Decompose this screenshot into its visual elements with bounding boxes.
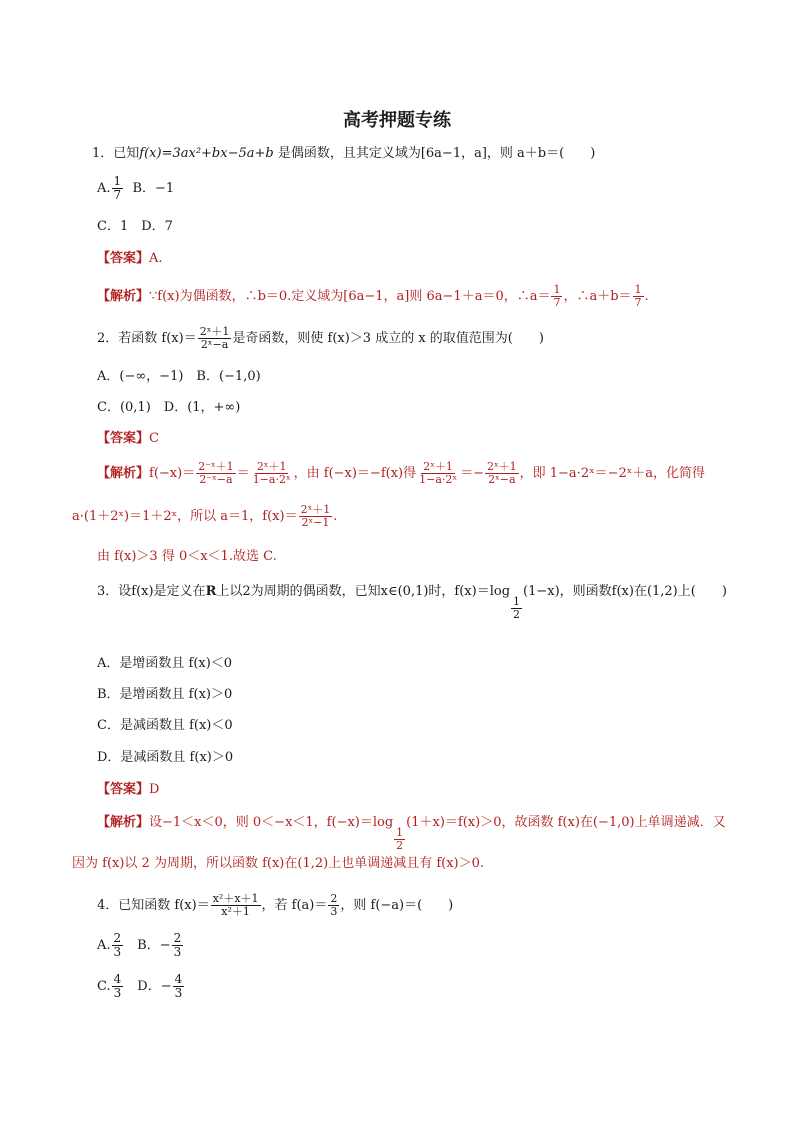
fraction: $\frac{1}{7}$ xyxy=(113,174,122,202)
q3-option-d: D．是减函数且 f(x)＞0 xyxy=(97,750,234,765)
fraction: $\frac{\text{2ˣ＋1}}{\text{2ˣ−a}}$ xyxy=(486,460,517,486)
page-title: 高考押题专练 xyxy=(343,110,451,131)
fraction: $\frac{\text{2⁻ˣ＋1}}{\text{2⁻ˣ−a}}$ xyxy=(198,460,234,486)
q4-stem: 4．已知函数 f(x)＝ $\frac{\text{x²＋x＋1}}{\text{x²＋1}}$ ，若 f(a)＝ $\frac{2}{3}$ ，则 f(−a)＝( ) xyxy=(97,892,454,918)
q2-stem: 2．若函数 f(x)＝ $\frac{\text{2ˣ＋1}}{\text{2ˣ−a}}$ 是奇函数，则使 f(x)＞3 成立的 x 的取值范围为( ) xyxy=(97,325,544,351)
fraction: $\frac{2}{3}$ xyxy=(330,892,338,918)
q1-answer: 【答案】A. xyxy=(97,251,163,266)
fraction: $\frac{1}{7}$ xyxy=(634,283,642,309)
q1-options-ab: A. $\frac{1}{7}$ B．−1 xyxy=(97,174,175,202)
q4-options-ab: A. $\frac{2}{3}$ B．− $\frac{2}{3}$ xyxy=(97,931,182,959)
q2-analysis-line2: a·(1＋2ˣ)＝1＋2ˣ，所以 a＝1，f(x)＝ $\frac{\text{2ˣ＋1}}{\text{2ˣ−1}}$ . xyxy=(72,503,338,529)
q3-option-b: B．是增函数且 f(x)＞0 xyxy=(97,687,233,702)
fraction: $\frac{1}{2}$ xyxy=(396,826,404,852)
fraction: $\frac{\text{2ˣ＋1}}{\text{1−a·2ˣ}}$ xyxy=(252,460,291,486)
q2-analysis-line1: 【解析】f(−x)＝ $\frac{\text{2⁻ˣ＋1}}{\text{2⁻ˣ−a}}$ ＝ $\frac{\text{2ˣ＋1}}{\text{1−a·2ˣ}}$ ，由 f(−x)＝−f(x)得 $\frac{\text{2ˣ＋1}}{\text{1−a·2ˣ}}$ ＝− $\frac{\text{2ˣ＋1}}{\text{2ˣ−a}}$ ，即 1−a·2ˣ＝−2ˣ＋a，化简得 xyxy=(97,460,706,486)
q3-option-c: C．是减函数且 f(x)＜0 xyxy=(97,718,233,733)
q2-options-cd: C．(0,1) D．(1，+∞) xyxy=(97,400,241,415)
fraction: $\frac{\text{2ˣ＋1}}{\text{2ˣ−a}}$ xyxy=(199,325,230,351)
fraction: $\frac{2}{3}$ xyxy=(113,931,122,959)
fraction: $\frac{1}{7}$ xyxy=(553,283,561,309)
q2-options-ab: A．(−∞，−1) B．(−1,0) xyxy=(97,369,261,384)
fraction: $\frac{\text{2ˣ＋1}}{\text{1−a·2ˣ}}$ xyxy=(419,460,458,486)
q3-analysis-line2: 因为 f(x)以 2 为周期，所以函数 f(x)在(1,2)上也单调递减且有 f(x)＞0. xyxy=(72,856,485,871)
fraction: $\frac{4}{3}$ xyxy=(174,972,183,1000)
q4-options-cd: C. $\frac{4}{3}$ D．− $\frac{4}{3}$ xyxy=(97,972,183,1000)
q3-option-a: A．是增函数且 f(x)＜0 xyxy=(97,656,233,671)
fraction: $\frac{\text{x²＋x＋1}}{\text{x²＋1}}$ xyxy=(212,892,259,918)
q3-answer: 【答案】D xyxy=(97,782,160,797)
fraction: $\frac{1}{2}$ xyxy=(513,595,521,621)
q1-analysis: 【解析】∵f(x)为偶函数，∴b＝0.定义域为[6a−1，a]则 6a−1＋a＝0，∴a＝ $\frac{1}{7}$ ，∴a＋b＝ $\frac{1}{7}$ . xyxy=(97,283,649,309)
q3-analysis-line1: 【解析】设−1＜x＜0，则 0＜−x＜1，f(−x)＝log $\frac{1}{2}$ (1＋x)＝f(x)＞0，故函数 f(x)在(−1,0)上单调递减．又 xyxy=(97,815,726,852)
fraction: $\frac{4}{3}$ xyxy=(113,972,122,1000)
fraction: $\frac{2}{3}$ xyxy=(173,931,182,959)
fraction: $\frac{\text{2ˣ＋1}}{\text{2ˣ−1}}$ xyxy=(300,503,331,529)
q1-options-cd: C．1 D．7 xyxy=(97,219,173,234)
q2-analysis-line3: 由 f(x)＞3 得 0＜x＜1.故选 C. xyxy=(97,549,277,564)
q2-answer: 【答案】C xyxy=(97,431,159,446)
q1-stem: 1．已知f(x)=3ax²+bx−5a+b 是偶函数，且其定义域为[6a−1，a]，则 a＋b＝( ) xyxy=(92,146,596,161)
q3-stem: 3．设f(x)是定义在R上以2为周期的偶函数，已知x∈(0,1)时，f(x)＝log $\frac{1}{2}$ (1−x)，则函数f(x)在(1,2)上( ) xyxy=(97,584,727,621)
